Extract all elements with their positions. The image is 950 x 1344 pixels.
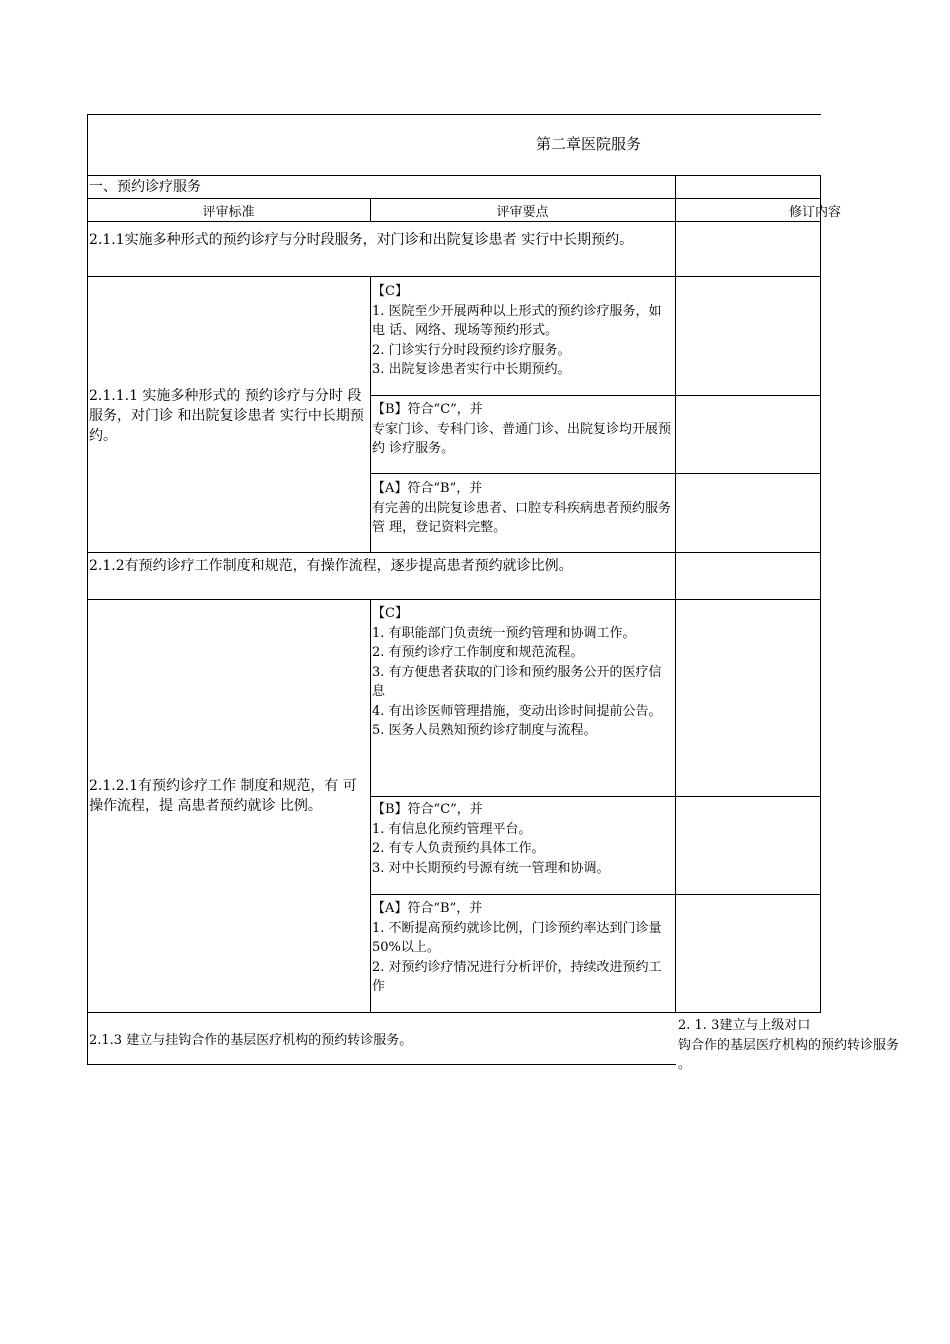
rule-col1-row2	[370, 276, 371, 553]
points-2-1-2-1-c: 【C】 1. 有职能部门负责统一预约管理和协调工作。 2. 有预约诊疗工作制度和规范流程。 3. 有方便患者获取的门诊和预约服务公开的医疗信息 4. 有出诊医师管理措施，变动出诊时间提前公告。 5. 医务人员熟知预约诊疗制度与流程。	[372, 606, 662, 738]
rule-row3	[87, 599, 821, 600]
rule-row2-end	[87, 552, 821, 553]
rule-row2a	[370, 395, 821, 396]
header-points: 评审要点	[496, 205, 549, 220]
section-title: 一、预约诊疗服务	[89, 179, 201, 195]
rule-col1-row4	[370, 599, 371, 1013]
rule-row1	[87, 276, 821, 277]
chapter-title: 第二章医院服务	[536, 135, 642, 153]
header-revision: 修订内容	[789, 205, 842, 220]
points-2-1-1-1-b: 【B】符合“C”，并 专家门诊、专科门诊、普通门诊、出院复诊均开展预约 诊疗服务。	[372, 402, 672, 456]
rule-col3	[820, 175, 821, 1013]
points-2-1-2-1-a: 【A】符合“B”，并 1. 不断提高预约就诊比例，门诊预约率达到门诊量 50%以上。 2. 对预约诊疗情况进行分析评价，持续改进预约工作	[372, 901, 662, 994]
standard-2-1-1: 2.1.1实施多种形式的预约诊疗与分时段服务，对门诊和出院复诊患者 实行中长期预约。	[89, 232, 634, 248]
rule-header-top	[87, 198, 821, 199]
points-2-1-1-1-a: 【A】符合“B”，并 有完善的出院复诊患者、口腔专科疾病患者预约服务管 理，登记资料完整。	[372, 481, 672, 535]
rule-row2b	[370, 473, 821, 474]
rule-row4-end	[87, 1012, 821, 1013]
points-2-1-1-1-c: 【C】 1. 医院至少开展两种以上形式的预约诊疗服务，如电 话、网络、现场等预约形式。 2. 门诊实行分时段预约诊疗服务。 3. 出院复诊患者实行中长期预约。	[372, 284, 662, 377]
rule-row4a	[370, 796, 821, 797]
points-2-1-2-1-b: 【B】符合“C”，并 1. 有信息化预约管理平台。 2. 有专人负责预约具体工作。 3. 对中长期预约号源有统一管理和协调。	[372, 802, 610, 876]
header-standard: 评审标准	[202, 205, 255, 220]
rule-col2	[675, 175, 676, 1013]
rule-top	[87, 114, 821, 115]
rule-row4b	[370, 894, 821, 895]
standard-2-1-1-1: 2.1.1.1 实施多种形式的 预约诊疗与分时 段服务，对门诊 和出院复诊患者 实行中长期预 约。	[89, 388, 369, 444]
rule-section	[87, 175, 821, 176]
standard-2-1-3: 2.1.3 建立与挂钩合作的基层医疗机构的预约转诊服务。	[89, 1033, 413, 1048]
rule-left	[87, 114, 88, 1065]
standard-2-1-2: 2.1.2有预约诊疗工作制度和规范，有操作流程，逐步提高患者预约就诊比例。	[89, 558, 573, 574]
rule-bottom	[87, 1064, 676, 1065]
standard-2-1-2-1: 2.1.2.1有预约诊疗工作 制度和规范，有 可操作流程，提 高患者预约就诊 比例。	[89, 778, 357, 814]
revision-2-1-3: 2. 1. 3建立与上级对口 钩合作的基层医疗机构的预约转诊服务 。	[678, 1018, 900, 1072]
